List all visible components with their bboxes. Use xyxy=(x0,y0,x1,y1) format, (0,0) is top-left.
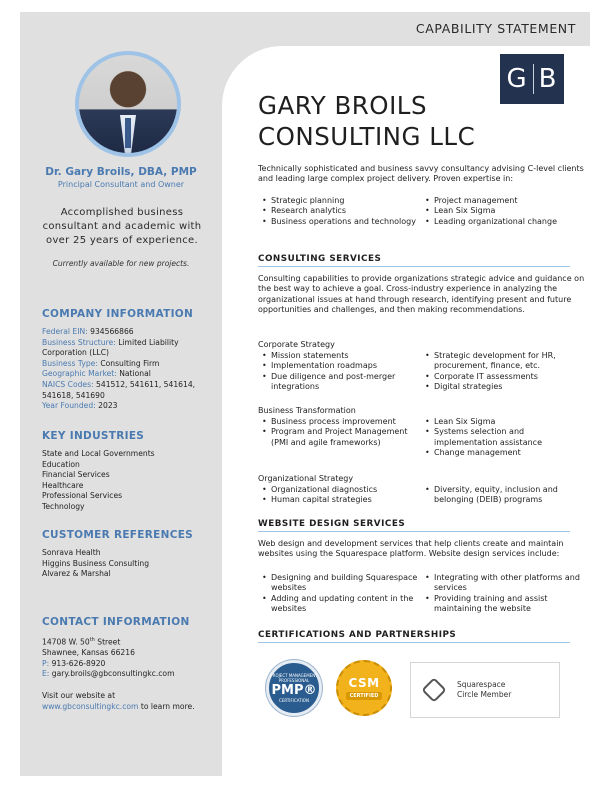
consulting-heading: CONSULTING SERVICES xyxy=(258,254,570,267)
logo-g: G xyxy=(506,64,528,94)
info-value: Limited Liability Corporation (LLC) xyxy=(42,337,179,358)
info-value: National xyxy=(119,369,151,379)
title-line-1: GARY BROILS xyxy=(258,91,427,120)
profile-photo-frame xyxy=(75,51,181,157)
street-suffix: Street xyxy=(94,637,121,647)
page-title xyxy=(258,90,475,152)
transformation-list xyxy=(262,417,588,459)
spacer xyxy=(42,680,218,691)
company-info-row xyxy=(42,401,218,412)
info-value: 934566866 xyxy=(90,327,134,336)
phone-value[interactable]: 913-626-8920 xyxy=(51,658,106,668)
squarespace-badge xyxy=(410,662,560,718)
squarespace-text xyxy=(457,680,511,700)
gb-logo xyxy=(500,54,564,104)
list-item: • Due diligence and post-merger integrations xyxy=(262,372,419,393)
org-left xyxy=(262,485,425,506)
title-line-2: CONSULTING LLC xyxy=(258,122,476,151)
transformation-left xyxy=(262,417,425,459)
web-right xyxy=(425,573,588,615)
corporate-list xyxy=(262,351,588,393)
org-right xyxy=(425,485,588,506)
info-key: Geographic Market: xyxy=(42,369,117,379)
pmp-bot-text: CERTIFICATION xyxy=(279,698,309,703)
list-item: • Adding and updating content in the websites xyxy=(262,594,419,615)
street-number: 14708 W. 50 xyxy=(42,637,90,647)
org-list xyxy=(262,485,588,506)
expertise-list xyxy=(262,196,588,227)
transformation-right xyxy=(425,417,588,459)
references-list xyxy=(42,548,218,580)
profile-photo xyxy=(79,55,177,153)
list-item: • Digital strategies xyxy=(425,382,582,392)
list-item: • Systems selection and implementation assistance xyxy=(425,427,582,448)
consulting-intro: Consulting capabilities to provide organizations strategic advice and guidance on the best way to achieve a goal. Cross-industry experience in analyzing the organizational issues at hand through research, identifying present and future opportunities and challenges, and then making recommendations. xyxy=(258,274,585,315)
list-item: • Strategic development for HR, procurement, finance, etc. xyxy=(425,351,582,372)
web-list xyxy=(262,573,588,615)
company-info-row xyxy=(42,380,218,401)
list-item: • Strategic planning xyxy=(262,196,419,206)
info-value: Consulting Firm xyxy=(100,358,160,368)
contact-heading: CONTACT INFORMATION xyxy=(42,616,190,628)
list-item: Financial Services xyxy=(42,470,110,480)
references-heading: CUSTOMER REFERENCES xyxy=(42,529,194,541)
list-item: • Leading organizational change xyxy=(425,217,582,227)
list-item: • Corporate IT assessments xyxy=(425,372,582,382)
list-item: State and Local Governments xyxy=(42,449,155,458)
website-link[interactable]: www.gbconsultingkc.com xyxy=(42,701,139,711)
info-key: Business Type: xyxy=(42,358,98,368)
squarespace-sub: Circle Member xyxy=(457,690,512,699)
corporate-left xyxy=(262,351,425,393)
info-key: NAICS Codes: xyxy=(42,379,94,389)
list-item: Education xyxy=(42,459,80,469)
contact-phone xyxy=(42,659,218,670)
cert-heading: CERTIFICATIONS AND PARTNERSHIPS xyxy=(258,630,570,643)
transformation-heading: Business Transformation xyxy=(258,406,356,415)
list-item: Sonrava Health xyxy=(42,548,101,557)
logo-divider xyxy=(533,64,534,94)
list-item: • Diversity, equity, inclusion and belonging (DEIB) programs xyxy=(425,485,582,506)
profile-name: Dr. Gary Broils, DBA, PMP xyxy=(45,166,197,178)
industries-list xyxy=(42,449,218,513)
contact-street xyxy=(42,635,218,648)
list-item: • Research analytics xyxy=(262,206,419,216)
list-item: • Implementation roadmaps xyxy=(262,361,419,371)
info-key: Business Structure: xyxy=(42,337,116,347)
logo-b: B xyxy=(538,64,558,94)
web-heading: WEBSITE DESIGN SERVICES xyxy=(258,519,570,532)
csm-badge xyxy=(336,660,392,716)
list-item: • Integrating with other platforms and services xyxy=(425,573,582,594)
info-value: 541512, 541611, 541614, 541618, 541690 xyxy=(42,379,196,400)
street-sup: th xyxy=(89,637,95,643)
list-item: Technology xyxy=(42,501,85,511)
contact-block xyxy=(42,635,218,712)
list-item: • Designing and building Squarespace websites xyxy=(262,573,419,594)
company-info-row xyxy=(42,369,218,380)
web-left xyxy=(262,573,425,615)
info-value: 2023 xyxy=(98,401,118,411)
list-item: • Human capital strategies xyxy=(262,495,419,505)
csm-mid-text: CSM xyxy=(348,676,380,690)
photo-tie xyxy=(125,118,131,148)
expertise-right xyxy=(425,196,588,227)
csm-bot-text: CERTIFIED xyxy=(346,692,383,700)
list-item: Professional Services xyxy=(42,491,123,501)
pmp-top-text: PROJECT MANAGEMENT PROFESSIONAL xyxy=(270,673,318,683)
email-link[interactable]: gary.broils@gbconsultingkc.com xyxy=(51,669,175,679)
pmp-badge xyxy=(266,660,322,716)
visit-suffix: to learn more. xyxy=(138,701,195,711)
list-item: Higgins Business Consulting xyxy=(42,558,150,568)
squarespace-icon xyxy=(421,677,446,702)
list-item: • Organizational diagnostics xyxy=(262,485,419,495)
contact-city: Shawnee, Kansas 66216 xyxy=(42,648,135,658)
industries-heading: KEY INDUSTRIES xyxy=(42,430,145,442)
company-info-list xyxy=(42,327,218,412)
profile-role: Principal Consultant and Owner xyxy=(57,180,185,189)
list-item: • Lean Six Sigma xyxy=(425,206,582,216)
company-info-row xyxy=(42,327,218,338)
list-item: • Mission statements xyxy=(262,351,419,361)
list-item: Alvarez & Marshal xyxy=(42,569,111,579)
list-item: • Providing training and assist maintaining the website xyxy=(425,594,582,615)
intro-paragraph: Technically sophisticated and business savvy consultancy advising C-level clients and leading large complex project delivery. Proven expertise in: xyxy=(258,164,584,184)
list-item: • Lean Six Sigma xyxy=(425,417,582,427)
visit-line xyxy=(42,702,218,713)
expertise-left xyxy=(262,196,425,227)
capability-statement-label: CAPABILITY STATEMENT xyxy=(415,21,576,36)
company-info-row xyxy=(42,359,218,370)
profile-tagline: Accomplished business consultant and academic with over 25 years of experience. xyxy=(42,207,202,246)
company-info-row xyxy=(42,338,218,359)
corporate-heading: Corporate Strategy xyxy=(258,340,335,349)
squarespace-name: Squarespace xyxy=(457,680,506,689)
web-intro: Web design and development services that help clients create and maintain websites using the Squarespace platform. Website design services include: xyxy=(258,539,564,559)
org-heading: Organizational Strategy xyxy=(258,474,354,483)
visit-prefix: Visit our website at xyxy=(42,690,116,700)
pmp-mid-text: PMP® xyxy=(271,683,317,698)
availability-note: Currently available for new projects. xyxy=(52,259,190,268)
contact-email xyxy=(42,669,218,680)
list-item: • Business process improvement xyxy=(262,417,419,427)
list-item: • Program and Project Management (PMI and agile frameworks) xyxy=(262,427,419,448)
list-item: Healthcare xyxy=(42,480,84,490)
info-key: Federal EIN: xyxy=(42,327,88,336)
list-item: • Project management xyxy=(425,196,582,206)
list-item: • Business operations and technology xyxy=(262,217,419,227)
email-label: E: xyxy=(42,669,50,679)
list-item: • Change management xyxy=(425,448,582,458)
company-info-heading: COMPANY INFORMATION xyxy=(42,308,194,320)
corporate-right xyxy=(425,351,588,393)
info-key: Year Founded: xyxy=(42,401,96,411)
phone-label: P: xyxy=(42,658,50,668)
